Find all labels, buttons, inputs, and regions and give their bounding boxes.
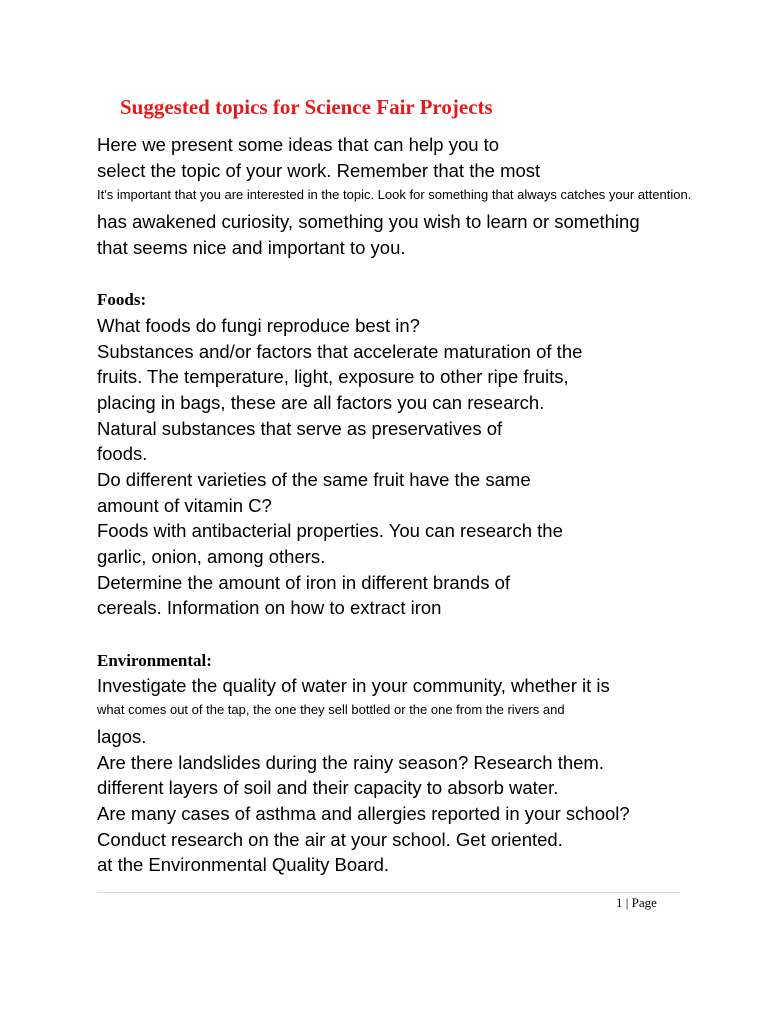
environmental-line: Are many cases of asthma and allergies reported in your school?	[97, 803, 630, 824]
section-heading-environmental: Environmental:	[97, 651, 212, 670]
environmental-line: Conduct research on the air at your school. Get oriented.	[97, 829, 563, 850]
environmental-line: Investigate the quality of water in your community, whether it is	[97, 675, 610, 696]
environmental-line: Are there landslides during the rainy season? Research them.	[97, 752, 604, 773]
foods-line: fruits. The temperature, light, exposure to other ripe fruits,	[97, 366, 569, 387]
footer-divider	[97, 892, 680, 893]
foods-line: Natural substances that serve as preservatives of	[97, 418, 503, 439]
environmental-line: at the Environmental Quality Board.	[97, 854, 390, 875]
foods-line: Foods with antibacterial properties. You can research the	[97, 520, 563, 541]
foods-line: cereals. Information on how to extract iron	[97, 597, 442, 618]
foods-line: amount of vitamin C?	[97, 495, 272, 516]
foods-line: Do different varieties of the same fruit have the same	[97, 469, 531, 490]
intro-line: select the topic of your work. Remember that the most	[97, 160, 541, 181]
foods-line: What foods do fungi reproduce best in?	[97, 315, 420, 336]
foods-line: garlic, onion, among others.	[97, 546, 326, 567]
environmental-line: lagos.	[97, 726, 147, 747]
document-title: Suggested topics for Science Fair Projects	[120, 95, 493, 119]
intro-line: It's important that you are interested in the topic. Look for something that always catches your attention.	[97, 187, 692, 202]
foods-line: Determine the amount of iron in different brands of	[97, 572, 511, 593]
intro-line: that seems nice and important to you.	[97, 237, 406, 258]
page-number: 1 | Page	[616, 895, 657, 910]
intro-line: Here we present some ideas that can help you to	[97, 134, 500, 155]
foods-line: Substances and/or factors that accelerate maturation of the	[97, 341, 583, 362]
foods-line: foods.	[97, 443, 148, 464]
environmental-line: what comes out of the tap, the one they sell bottled or the one from the rivers and	[97, 702, 565, 717]
environmental-line: different layers of soil and their capacity to absorb water.	[97, 777, 559, 798]
foods-line: placing in bags, these are all factors you can research.	[97, 392, 545, 413]
intro-line: has awakened curiosity, something you wish to learn or something	[97, 211, 640, 232]
section-heading-foods: Foods:	[97, 290, 147, 309]
